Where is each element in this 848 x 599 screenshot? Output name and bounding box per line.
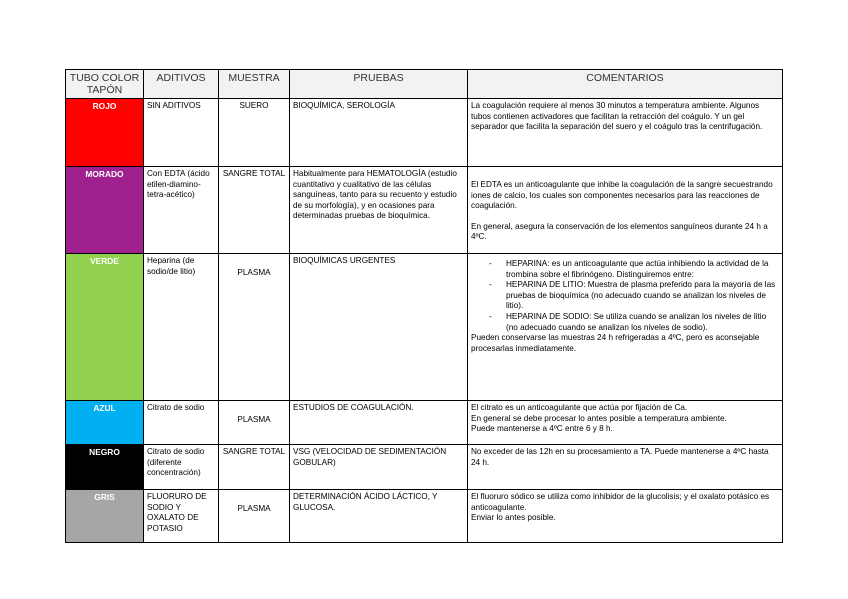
comentario-parrafo: En general, asegura la conservación de los elementos sanguíneos durante 24 h a 4ºC. — [471, 221, 768, 242]
aditivos-cell: Con EDTA (ácido etilen-diamino-tetra-acético) — [144, 167, 219, 254]
tube-color-cell: AZUL — [66, 401, 144, 445]
comentario-parrafo: Puede mantenerse a 4ºC entre 6 y 8 h. — [471, 424, 613, 434]
muestra-cell: PLASMA — [219, 490, 290, 543]
aditivos-cell: Citrato de sodio (diferente concentración) — [144, 445, 219, 490]
muestra-cell: SUERO — [219, 99, 290, 167]
table-row — [66, 167, 783, 254]
header-tubo: TUBO COLOR TAPÓN — [66, 70, 144, 99]
pruebas-cell: ESTUDIOS DE COAGULACIÓN. — [290, 401, 468, 445]
comentarios-cell — [468, 490, 783, 543]
pruebas-cell: BIOQUÍMICA, SEROLOGÍA — [290, 99, 468, 167]
comentario-parrafo: Enviar lo antes posible. — [471, 513, 556, 523]
tube-color-cell: VERDE — [66, 254, 144, 401]
tube-color-cell: NEGRO — [66, 445, 144, 490]
header-aditivos: ADITIVOS — [144, 70, 219, 99]
header-pruebas: PRUEBAS — [290, 70, 468, 99]
table-row — [66, 99, 783, 167]
header-row — [66, 70, 783, 99]
aditivos-cell: SIN ADITIVOS — [144, 99, 219, 167]
table-row — [66, 445, 783, 490]
aditivos-cell: FLUORURO DE SODIO Y OXALATO DE POTASIO — [144, 490, 219, 543]
tube-color-cell: GRIS — [66, 490, 144, 543]
aditivos-cell: Heparina (de sodio/de litio) — [144, 254, 219, 401]
muestra-cell: SANGRE TOTAL — [219, 167, 290, 254]
list-item: - HEPARINA DE LITIO: Muestra de plasma preferido para la mayoría de las pruebas de bioquímica (no adecuado cuando se analizan los niveles de litio). — [506, 280, 779, 312]
muestra-cell: PLASMA — [219, 401, 290, 445]
header-comentarios: COMENTARIOS — [468, 70, 783, 99]
comentarios-cell — [468, 167, 783, 254]
tube-color-cell: ROJO — [66, 99, 144, 167]
tubes-table — [65, 69, 783, 543]
pruebas-cell: BIOQUÍMICAS URGENTES — [290, 254, 468, 401]
muestra-cell: SANGRE TOTAL — [219, 445, 290, 490]
list-item: - HEPARINA DE SODIO: Se utiliza cuando se analizan los niveles de litio (no adecuado cuando se analizan los niveles de sodio). — [506, 312, 779, 333]
heparina-list — [471, 259, 779, 333]
comentario-parrafo: En general se debe procesar lo antes posible a temperatura ambiente. — [471, 413, 727, 423]
tube-color-cell: MORADO — [66, 167, 144, 254]
header-muestra: MUESTRA — [219, 70, 290, 99]
comentarios-cell — [468, 401, 783, 445]
pruebas-cell: DETERMINACIÓN ÁCIDO LÁCTICO, Y GLUCOSA. — [290, 490, 468, 543]
table-row — [66, 401, 783, 445]
comentario-parrafo: El citrato es un anticoagulante que actúa por fijación de Ca. — [471, 403, 688, 412]
comentario-parrafo: El EDTA es un anticoagulante que inhibe la coagulación de la sangre secuestrando iones de calcio, los cuales son componentes necesarios para las reacciones de coagulación. — [471, 180, 773, 211]
comentarios-cell: La coagulación requiere al menos 30 minutos a temperatura ambiente. Algunos tubos contienen activadores que facilitan la retracción del coágulo. Y un gel separador que facilita la separación del suero y el coágulo tras la centrifugación. — [468, 99, 783, 167]
comentarios-cell — [468, 254, 783, 401]
comentario-parrafo: El fluoruro sódico se utiliza como inhibidor de la glucolisis; y el oxalato potásico es anticoagulante. — [471, 492, 770, 512]
pruebas-cell: VSG (VELOCIDAD DE SEDIMENTACIÓN GOBULAR) — [290, 445, 468, 490]
comentarios-cell: No exceder de las 12h en su procesamiento a TA. Puede mantenerse a 4ºC hasta 24 h. — [468, 445, 783, 490]
aditivos-cell: Citrato de sodio — [144, 401, 219, 445]
pruebas-cell: Habitualmente para HEMATOLOGÍA (estudio cuantitativo y cualitativo de las células sanguíneas, tanto para su recuento y estudio de su morfología), y en ocasiones para determinadas pruebas de bioquímica. — [290, 167, 468, 254]
table-row — [66, 254, 783, 401]
comentario-parrafo: Pueden conservarse las muestras 24 h refrigeradas a 4ºC, pero es aconsejable procesarlas inmediatamente. — [471, 333, 760, 353]
muestra-cell: PLASMA — [219, 254, 290, 401]
list-item: - HEPARINA: es un anticoagulante que actúa inhibiendo la actividad de la trombina sobre el fibrinógeno. Distinguiremos entre: — [506, 259, 779, 280]
table-row — [66, 490, 783, 543]
